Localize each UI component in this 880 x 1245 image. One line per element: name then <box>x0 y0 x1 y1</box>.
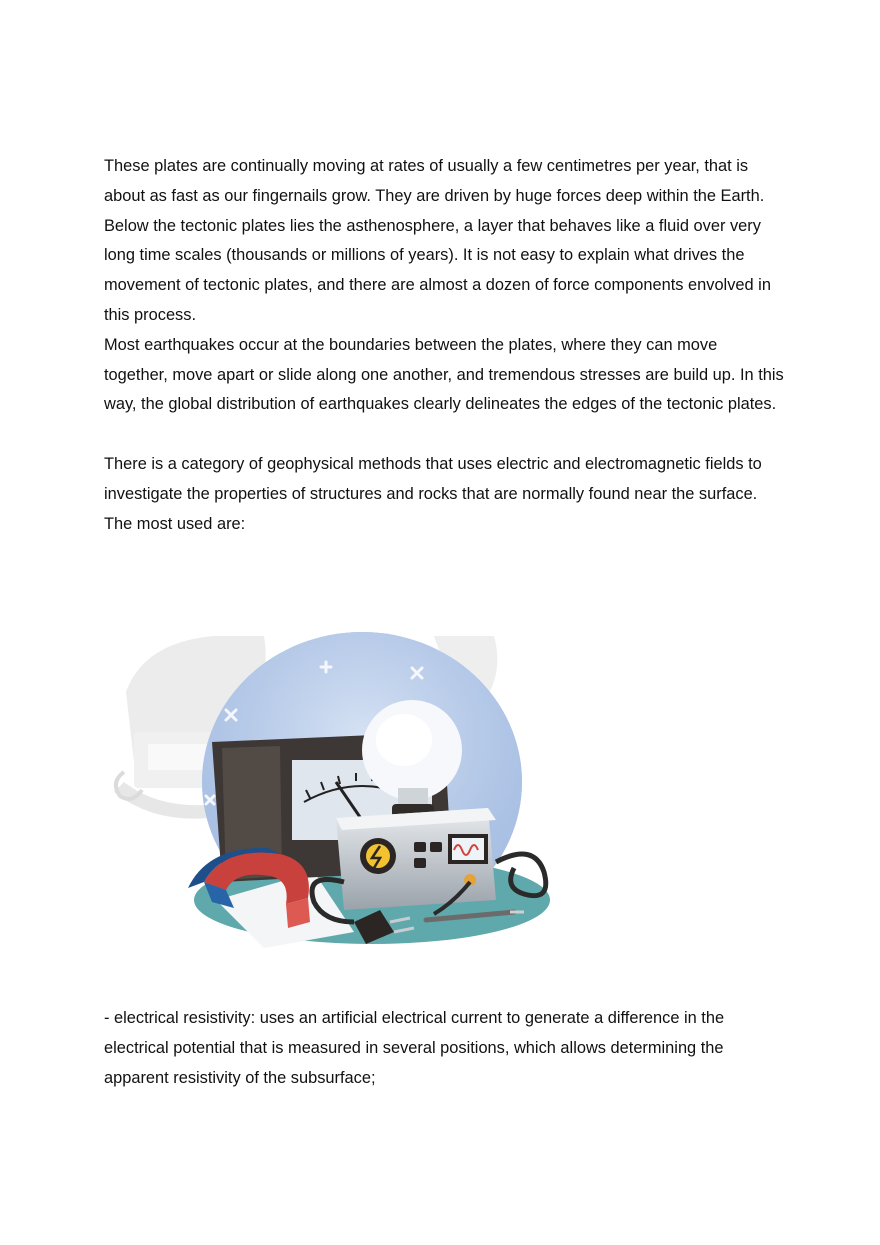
paragraph-asthenosphere: Below the tectonic plates lies the asthenosphere, a layer that behaves like a fluid over very long time scales (thousands or millions of years). It is not easy to explain what drives the movement of tectonic plates, and there are almost a dozen of force components envolved in this process. <box>104 216 771 324</box>
methods-list <box>104 1004 784 1093</box>
electrical-equipment-icon <box>104 632 564 950</box>
paragraph-plate-motion: These plates are continually moving at rates of usually a few centimetres per year, that is about as fast as our fingernails grow. They are driven by huge forces deep within the Earth. <box>104 157 765 205</box>
document-body <box>104 152 784 539</box>
paragraph-earthquakes: Most earthquakes occur at the boundaries between the plates, where they can move together, move apart or slide along one another, and tremendous stresses are build up. In this way, the global distribution of earthquakes clearly delineates the edges of the tectonic plates. <box>104 335 784 414</box>
paragraph-spacer <box>104 420 784 450</box>
list-item-electrical-resistivity: - electrical resistivity: uses an artificial electrical current to generate a difference in the electrical potential that is measured in several positions, which allows determining the apparent resistivity of the subsurface; <box>104 1009 725 1087</box>
paragraph-geophysical-methods: There is a category of geophysical methods that uses electric and electromagnetic fields to investigate the properties of structures and rocks that are normally found near the surface. The most used are: <box>104 454 762 533</box>
